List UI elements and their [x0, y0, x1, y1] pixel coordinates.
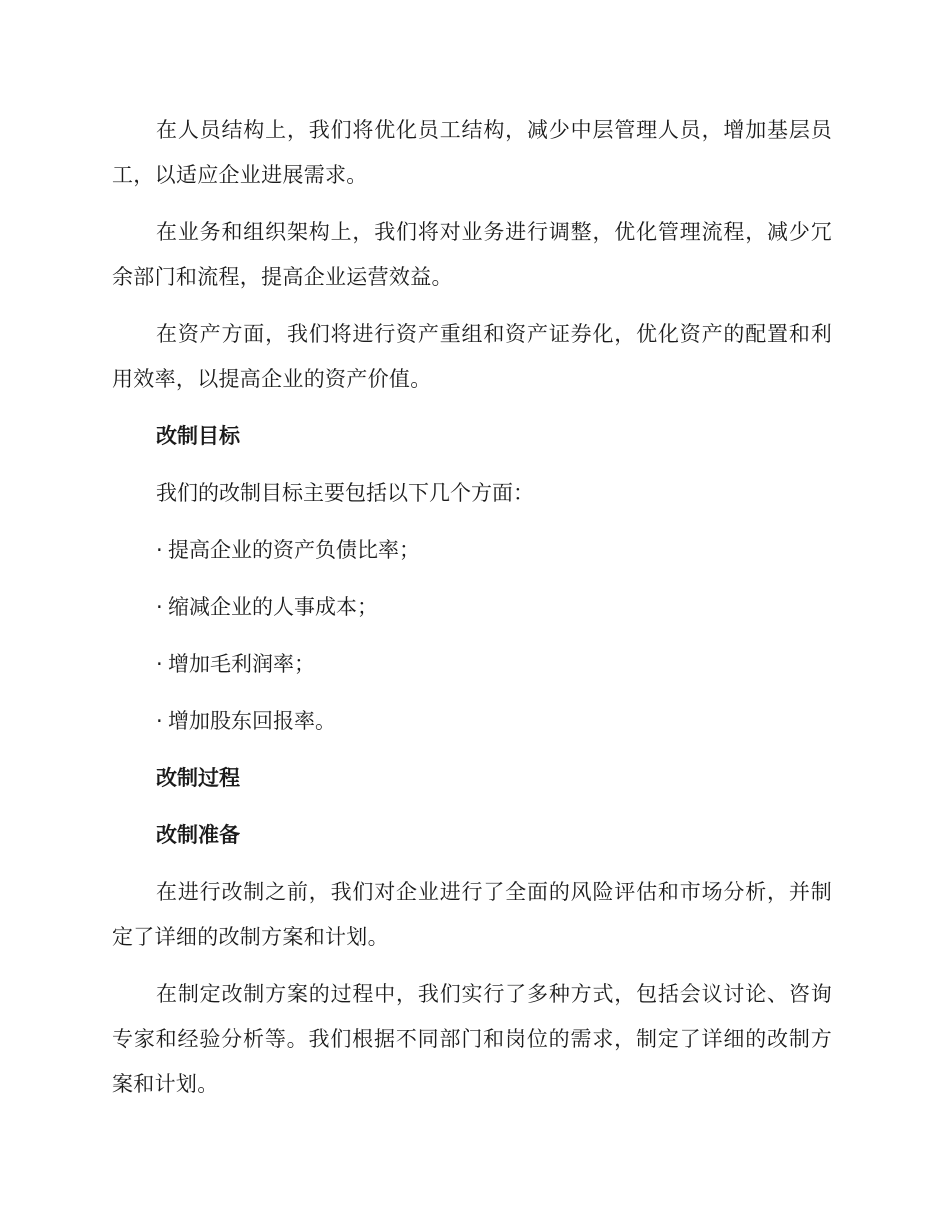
subheading-preparation: 改制准备: [156, 823, 240, 847]
goal-bullet-item: [112, 642, 832, 687]
paragraph-business-organization: 在业务和组织架构上，我们将对业务进行调整，优化管理流程，减少冗余部门和流程，提高企业运营效益。: [112, 220, 832, 289]
goal-bullet-text: 增加毛利润率；: [168, 652, 315, 676]
goal-bullet-item: [112, 585, 832, 630]
paragraph-assets: 在资产方面，我们将进行资产重组和资产证券化，优化资产的配置和利用效率，以提高企业的资产价值。: [112, 322, 832, 391]
goal-bullet-item: [112, 699, 832, 744]
bullet-dot-icon: ·: [156, 538, 163, 562]
heading-goals: 改制目标: [156, 424, 240, 448]
document-page: [112, 108, 832, 1119]
goal-bullet-text: 提高企业的资产负债比率；: [168, 538, 420, 562]
bullet-dot-icon: ·: [156, 595, 163, 619]
goals-intro: 我们的改制目标主要包括以下几个方面：: [156, 481, 534, 505]
goal-bullet-text: 增加股东回报率。: [168, 709, 336, 733]
heading-process: 改制过程: [156, 766, 240, 790]
goal-bullet-text: 缩减企业的人事成本；: [168, 595, 378, 619]
goal-bullet-item: [112, 528, 832, 573]
paragraph-personnel-structure: 在人员结构上，我们将优化员工结构，减少中层管理人员，增加基层员工，以适应企业进展需求。: [112, 118, 832, 187]
paragraph-plan-methods: 在制定改制方案的过程中，我们实行了多种方式，包括会议讨论、咨询专家和经验分析等。我们根据不同部门和岗位的需求，制定了详细的改制方案和计划。: [112, 982, 832, 1096]
paragraph-preparation: 在进行改制之前，我们对企业进行了全面的风险评估和市场分析，并制定了详细的改制方案和计划。: [112, 880, 832, 949]
bullet-dot-icon: ·: [156, 709, 163, 733]
bullet-dot-icon: ·: [156, 652, 163, 676]
